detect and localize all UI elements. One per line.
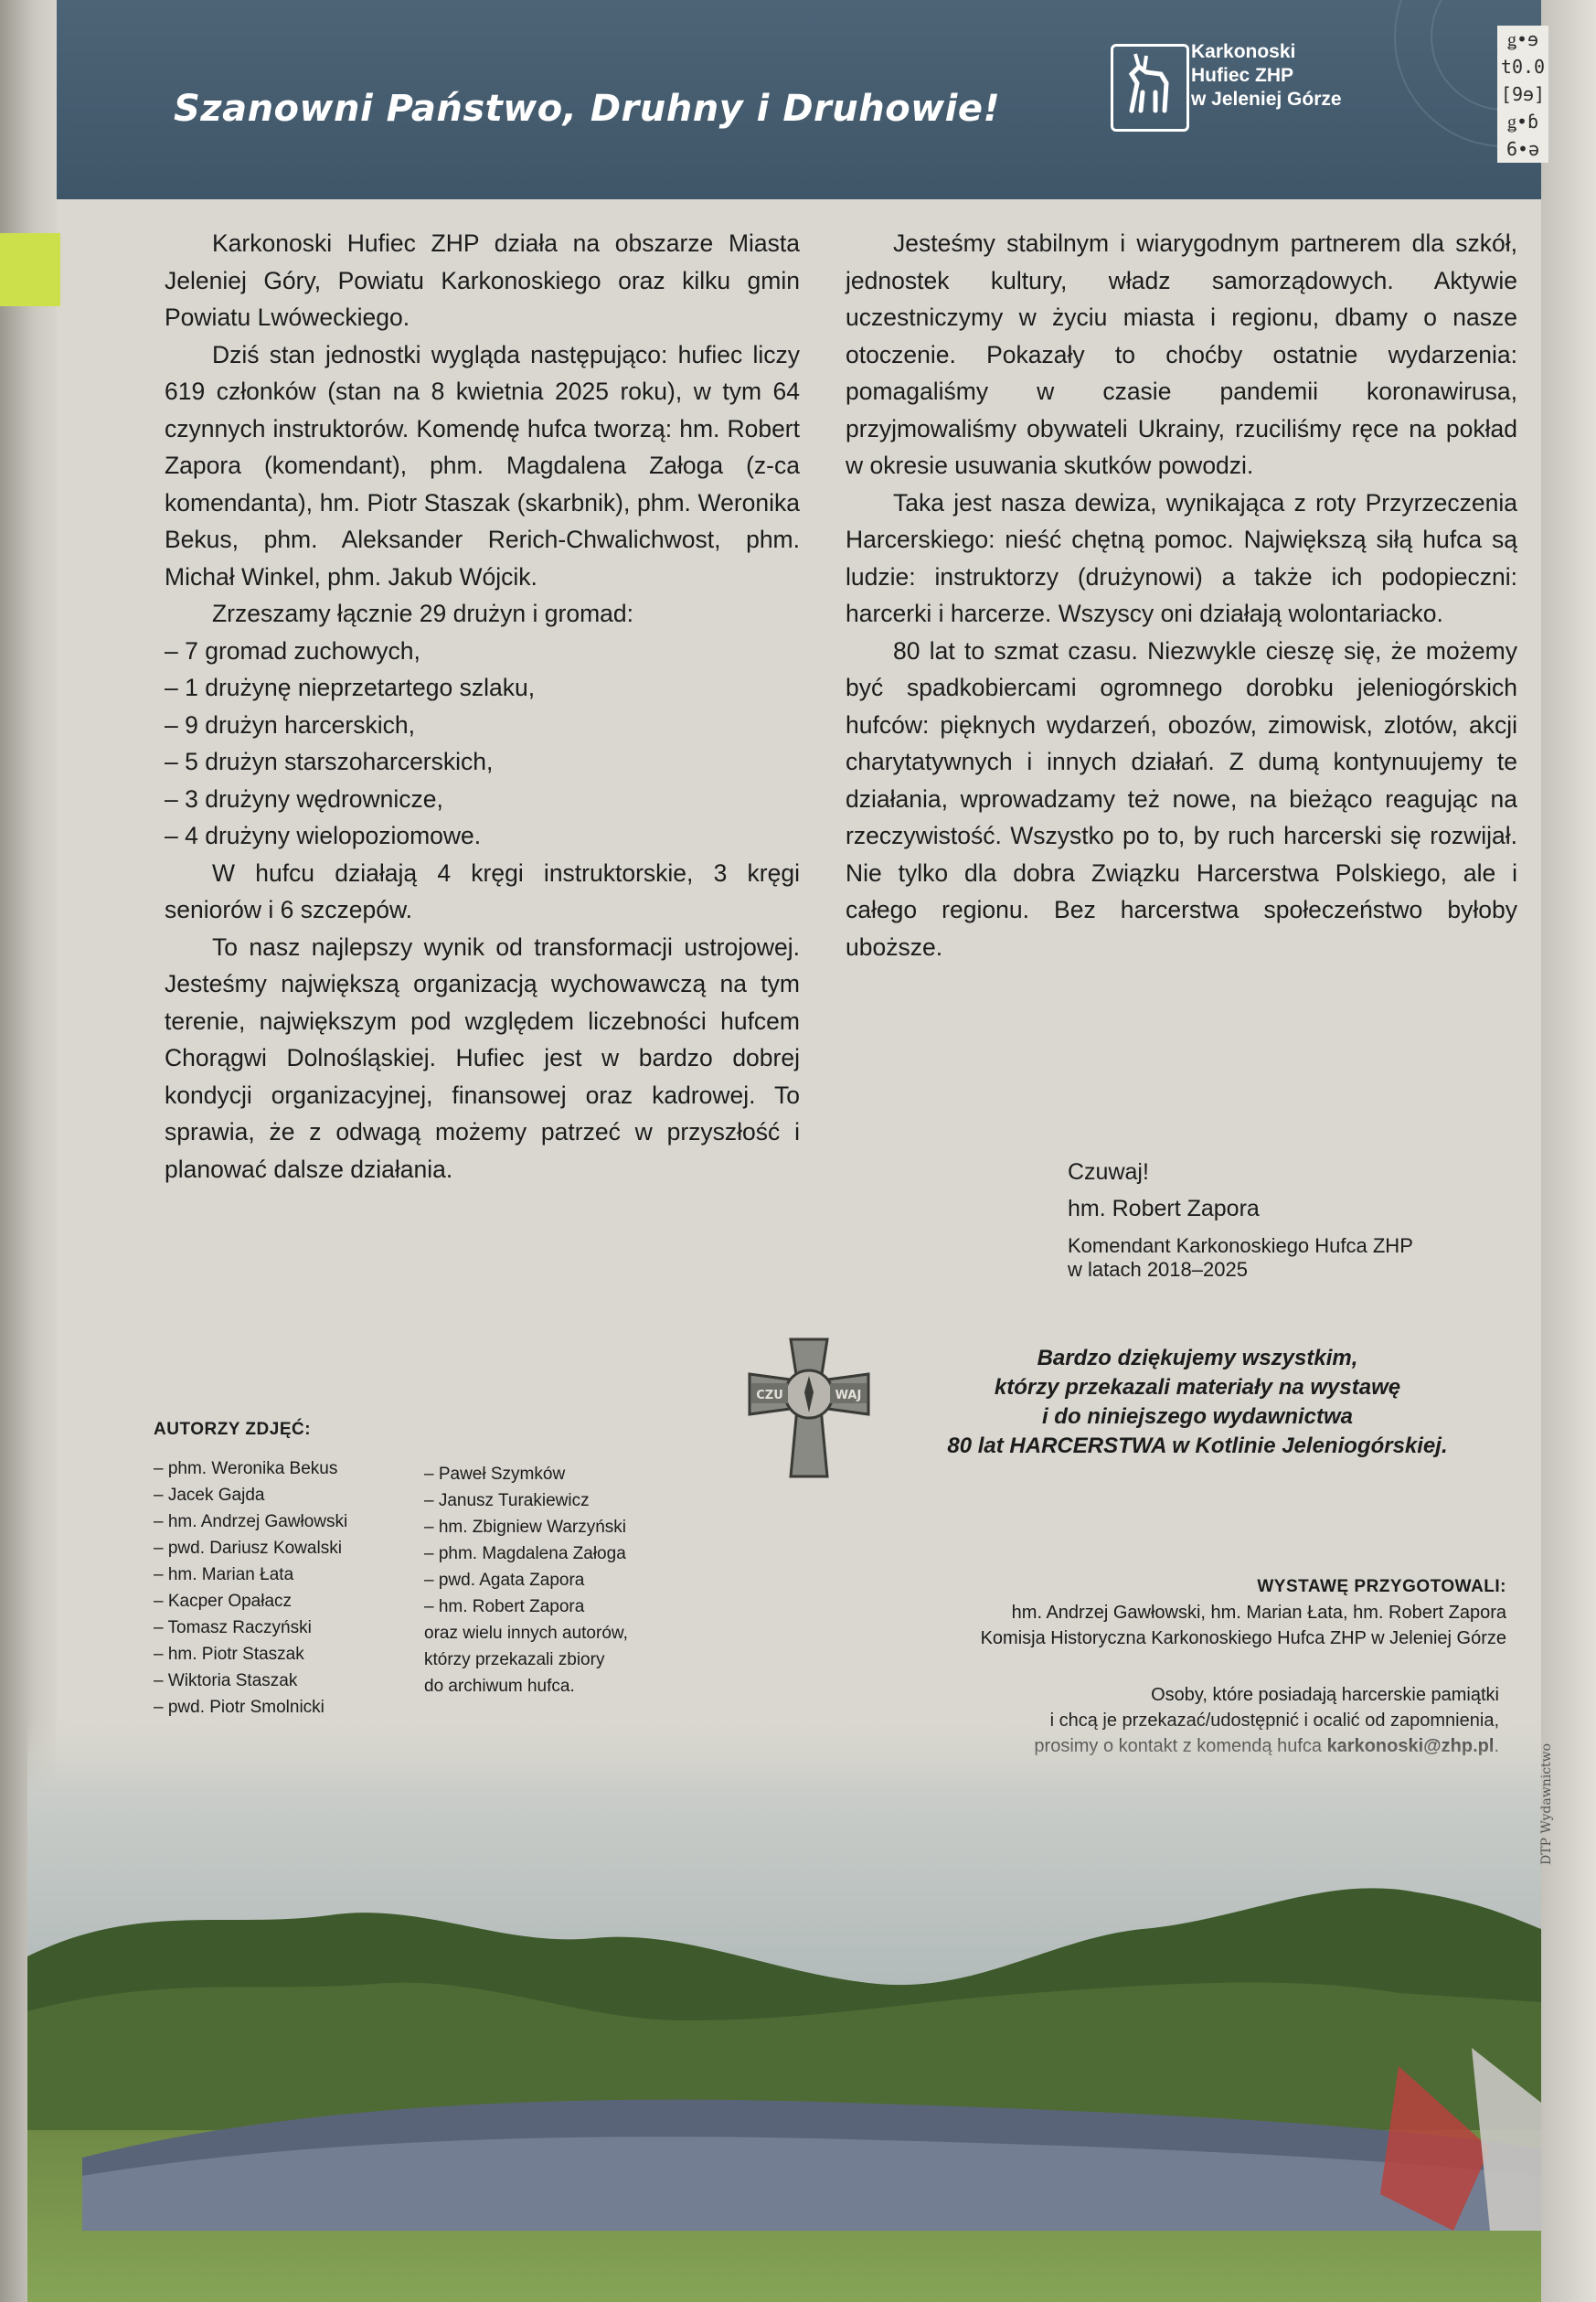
signature-block <box>1068 1154 1506 1282</box>
paragraph: Zrzeszamy łącznie 29 drużyn i gromad: <box>212 600 633 627</box>
role-line: w latach 2018–2025 <box>1068 1258 1248 1281</box>
author-item: – Kacper Opałacz <box>154 1592 293 1611</box>
thanks-note <box>878 1344 1517 1461</box>
signer-role <box>1068 1234 1506 1282</box>
author-item: – pwd. Agata Zapora <box>424 1571 585 1590</box>
list-item: – 4 drużyny wielopoziomowe. <box>165 822 482 849</box>
logo-line: Karkonoski <box>1191 41 1296 62</box>
credits-names: hm. Andrzej Gawłowski, hm. Marian Łata, hm. Robert Zapora <box>1011 1603 1506 1623</box>
page-tab-marker <box>0 233 60 306</box>
author-item: którzy przekazali zbiory <box>424 1650 605 1669</box>
author-item: – Jacek Gajda <box>154 1486 265 1505</box>
author-item: – hm. Marian Łata <box>154 1565 294 1584</box>
credits-heading: WYSTAWĘ PRZYGOTOWALI: <box>1257 1577 1506 1596</box>
page-title: Szanowni Państwo, Druhny i Druhowie! <box>174 88 1001 130</box>
author-item: oraz wielu innych autorów, <box>424 1624 628 1643</box>
authors-list-b <box>424 1461 717 1700</box>
emblem-text-left: CZU <box>756 1389 783 1402</box>
signer-name: hm. Robert Zapora <box>1068 1196 1260 1221</box>
logo-line: Hufiec ZHP <box>1191 65 1294 86</box>
edge-code: t0.0 <box>1500 56 1546 78</box>
dtp-credit: DTP Wydawnictwo <box>1539 1742 1554 1865</box>
greeting: Czuwaj! <box>1068 1159 1149 1185</box>
author-item: – hm. Andrzej Gawłowski <box>154 1512 348 1531</box>
edge-codes <box>1497 26 1548 163</box>
edge-code: [9ɘ] <box>1500 83 1546 105</box>
paragraph: To nasz najlepszy wynik od transformacji ustrojowej. Jesteśmy największą organizacją wychowawczą na tym terenie, największym pod względem liczebności hufcem Chorągwi Dolnośląskiej. Hufiec jest w bardzo dobrej kondycji organizacyjnej, finansowej oraz kadrowej. To sprawia, że z odwagą możemy patrzeć w przyszłość i planować dalsze działania. <box>165 933 800 1183</box>
author-item: – pwd. Dariusz Kowalski <box>154 1539 342 1558</box>
right-page-edge <box>1541 0 1596 2302</box>
thanks-line: 80 lat HARCERSTWA w Kotlinie Jeleniogórskiej. <box>947 1433 1448 1458</box>
paragraph: Karkonoski Hufiec ZHP działa na obszarze Miasta Jeleniej Góry, Powiatu Karkonoskiego oraz kilku gmin Powiatu Lwóweckiego. <box>165 229 800 331</box>
author-item: – hm. Zbigniew Warzyński <box>424 1518 627 1537</box>
author-item: – Janusz Turakiewicz <box>424 1491 590 1510</box>
author-item: – hm. Piotr Staszak <box>154 1645 304 1664</box>
author-item: – phm. Magdalena Załoga <box>424 1544 626 1563</box>
list-item: – 1 drużynę nieprzetartego szlaku, <box>165 674 536 701</box>
author-item: – Wiktoria Staszak <box>154 1671 298 1690</box>
author-item: – Tomasz Raczyński <box>154 1618 312 1637</box>
paragraph: W hufcu działają 4 kręgi instruktorskie, 3 kręgi seniorów i 6 szczepów. <box>165 858 800 923</box>
harcerski-cross-icon <box>740 1330 878 1486</box>
author-item: – pwd. Piotr Smolnicki <box>154 1698 325 1717</box>
author-item: – hm. Robert Zapora <box>424 1597 585 1616</box>
credits-commission: Komisja Historyczna Karkonoskiego Hufca ZHP w Jeleniej Górze <box>980 1628 1506 1648</box>
author-item: – Paweł Szymków <box>424 1465 566 1484</box>
paragraph: Jesteśmy stabilnym i wiarygodnym partnerem dla szkół, jednostek kultury, władz samorządowych. Aktywie uczestniczymy w życiu miasta i regionu, dbamy o nasze otoczenie. Pokazały to choćby ostatnie wydarzenia: pomagaliśmy w czasie pandemii koronawirusa, przyjmowaliśmy obywateli Ukrainy, rzuciliśmy ręce na pokład w okresie usuwania skutków powodzi. <box>846 229 1517 479</box>
thanks-line: którzy przekazali materiały na wystawę <box>994 1375 1401 1400</box>
paragraph: 80 lat to szmat czasu. Niezwykle cieszę się, że możemy być spadkobiercami ogromnego dorobku jeleniogórskich hufców: pięknych wydarzeń, obozów, zimowisk, zlotów, akcji charytatywnych i innych działań. Z dumą kontynuujemy te działania, wprowadzamy też nowe, na bieżąco reagując na rzeczywistość. Wszystko po to, by ruch harcerski się rozwijał. Nie tylko dla dobra Związku Harcerstwa Polskiego, ale i całego regionu. Bez harcerstwa społeczeństwo byłoby uboższe. <box>846 636 1517 961</box>
edge-code: ǥ•ɓ <box>1506 111 1539 133</box>
contact-line: Osoby, które posiadają harcerskie pamiątki <box>1151 1685 1499 1705</box>
hufiec-logo-icon <box>1111 44 1189 132</box>
edge-code: 6•ə <box>1506 138 1540 160</box>
paragraph: Taka jest nasza dewiza, wynikająca z roty Przyrzeczenia Harcerskiego: nieść chętną pomoc. Największą siłą hufca są ludzie: instruktorzy (drużynowi) a także ich podopieczni: harcerki i harcerze. Wszyscy oni działają wolontariacko. <box>846 488 1517 627</box>
logo-line: w Jeleniej Górze <box>1191 89 1342 110</box>
logo-text <box>1191 40 1374 112</box>
exhibition-credits <box>823 1574 1506 1651</box>
list-item: – 7 gromad zuchowych, <box>165 636 420 665</box>
author-item: – phm. Weronika Bekus <box>154 1459 338 1478</box>
author-item: do archiwum hufca. <box>424 1677 575 1696</box>
emblem-text-right: WAJ <box>835 1389 862 1402</box>
edge-code: ǥ•ɘ <box>1506 28 1539 50</box>
authors-heading: AUTORZY ZDJĘĆ: <box>154 1420 312 1439</box>
authors-list-a <box>154 1455 428 1721</box>
left-column <box>165 225 800 1188</box>
thanks-line: Bardzo dziękujemy wszystkim, <box>1037 1346 1358 1370</box>
thanks-line: i do niniejszego wydawnictwa <box>1041 1404 1354 1429</box>
list-item: – 3 drużyny wędrownicze, <box>165 784 443 813</box>
list-item: – 5 drużyn starszoharcerskich, <box>165 748 494 775</box>
paragraph: Dziś stan jednostki wygląda następująco: hufiec liczy 619 członków (stan na 8 kwietnia 2025 roku), w tym 64 czynnych instruktorów. Komendę hufca tworzą: hm. Robert Zapora (komendant), phm. Magdalena Załoga (z-ca komendanta), hm. Piotr Staszak (skarbnik), phm. Weronika Bekus, phm. Aleksander Rerich-Chwalichwost, phm. Michał Winkel, phm. Jakub Wójcik. <box>165 340 800 591</box>
right-column <box>846 225 1517 965</box>
role-line: Komendant Karkonoskiego Hufca ZHP <box>1068 1234 1413 1257</box>
group-photo <box>27 1719 1541 2302</box>
list-item: – 9 drużyn harcerskich, <box>165 710 415 739</box>
units-list <box>165 633 800 855</box>
